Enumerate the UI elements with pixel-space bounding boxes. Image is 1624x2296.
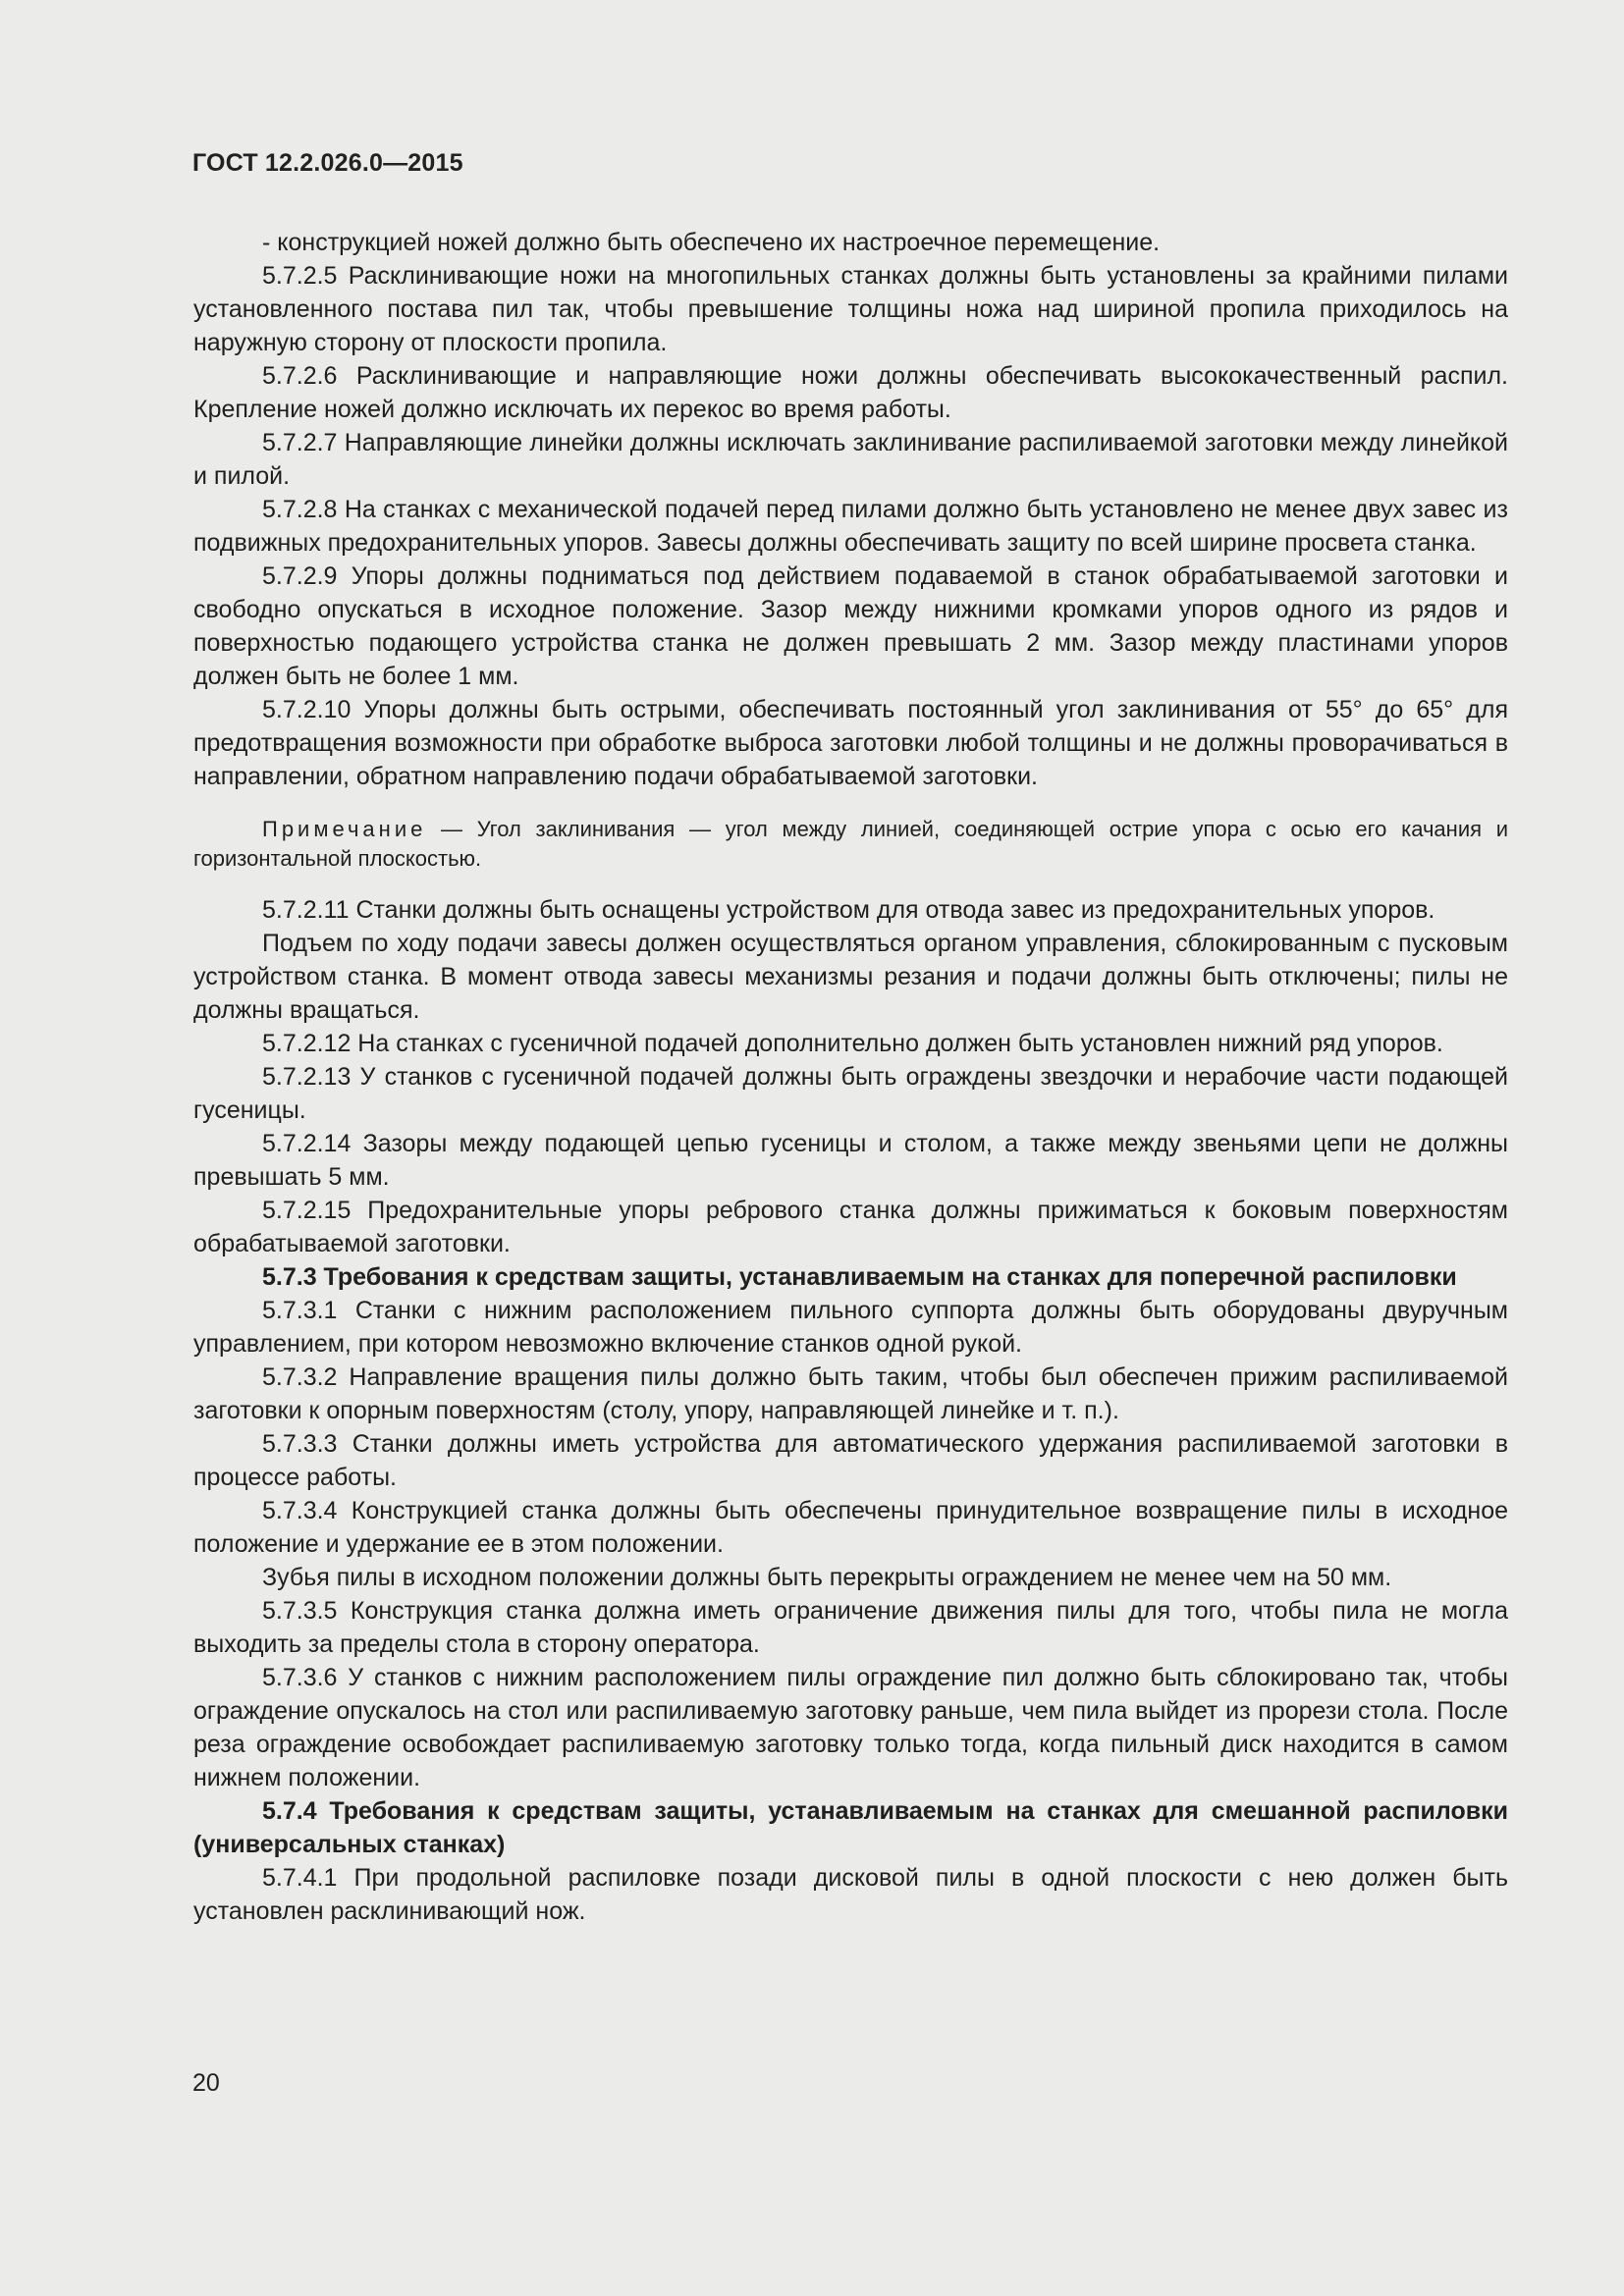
paragraph: 5.7.3.4 Конструкцией станка должны быть обеспечены принудительное возвращение пилы в исходное положение и удержание ее в этом положении. [193,1497,1508,1558]
paragraph: 5.7.3.3 Станки должны иметь устройства для автоматического удержания распиливаемой заготовки в процессе работы. [193,1430,1508,1491]
paragraph: Подъем по ходу подачи завесы должен осуществляться органом управления, сблокированным с пусковым устройством станка. В момент отвода завесы механизмы резания и подачи должны быть отключены; пилы не должны вращаться. [193,930,1508,1024]
paragraph: 5.7.4.1 При продольной распиловке позади дисковой пилы в одной плоскости с нею должен быть установлен расклинивающий нож. [193,1864,1508,1925]
section-heading: 5.7.4 Требования к средствам защиты, устанавливаемым на станках для смешанной распиловки (универсальных станках) [193,1797,1508,1858]
note-label: Примечание [262,817,427,841]
paragraph: 5.7.2.9 Упоры должны подниматься под действием подаваемой в станок обрабатываемой заготовки и свободно опускаться в исходное положение. Зазор между нижними кромками упоров одного из рядов и поверхностью подающего устройства станка не должен превышать 2 мм. Зазор между пластинами упоров должен быть не более 1 мм. [193,562,1508,690]
paragraph: 5.7.3.1 Станки с нижним расположением пильного суппорта должны быть оборудованы двуручным управлением, при котором невозможно включение станков одной рукой. [193,1297,1508,1358]
paragraph: 5.7.2.15 Предохранительные упоры ребрового станка должны прижиматься к боковым поверхностям обрабатываемой заготовки. [193,1197,1508,1257]
paragraph: 5.7.3.2 Направление вращения пилы должно быть таким, чтобы был обеспечен прижим распиливаемой заготовки к опорным поверхностям (столу, упору, направляющей линейке и т. п.). [193,1363,1508,1424]
paragraph: 5.7.3.5 Конструкция станка должна иметь ограничение движения пилы для того, чтобы пила не могла выходить за пределы стола в сторону оператора. [193,1597,1508,1658]
paragraph: Зубья пилы в исходном положении должны быть перекрыты ограждением не менее чем на 50 мм. [262,1564,1392,1591]
paragraph: 5.7.2.12 На станках с гусеничной подачей дополнительно должен быть установлен нижний ряд упоров. [262,1030,1443,1057]
paragraph: 5.7.2.11 Станки должны быть оснащены устройством для отвода завес из предохранительных упоров. [262,896,1435,924]
page-number: 20 [192,2069,220,2097]
paragraph: 5.7.2.14 Зазоры между подающей цепью гусеницы и столом, а также между звеньями цепи не должны превышать 5 мм. [193,1130,1508,1191]
note [193,815,1508,874]
paragraph: 5.7.2.10 Упоры должны быть острыми, обеспечивать постоянный угол заклинивания от 55° до 65° для предотвращения возможности при обработке выброса заготовки любой толщины и не должны проворачиваться в направлении, обратном направлению подачи обрабатываемой заготовки. [193,696,1508,790]
paragraph: 5.7.2.6 Расклинивающие и направляющие ножи должны обеспечивать высококачественный распил. Крепление ножей должно исключать их перекос во время работы. [193,362,1508,423]
document-body [193,226,1508,1928]
paragraph: 5.7.2.5 Расклинивающие ножи на многопильных станках должны быть установлены за крайними пилами установленного постава пил так, чтобы превышение толщины ножа над шириной пропила приходилось на наружную сторону от плоскости пропила. [193,262,1508,356]
paragraph: - конструкцией ножей должно быть обеспечено их настроечное перемещение. [262,229,1161,256]
section-heading: 5.7.3 Требования к средствам защиты, устанавливаемым на станках для поперечной распиловки [262,1263,1457,1291]
paragraph: 5.7.2.13 У станков с гусеничной подачей должны быть ограждены звездочки и нерабочие части подающей гусеницы. [193,1063,1508,1124]
paragraph: 5.7.2.7 Направляющие линейки должны исключать заклинивание распиливаемой заготовки между линейкой и пилой. [193,429,1508,490]
paragraph: 5.7.2.8 На станках с механической подачей перед пилами должно быть установлено не менее двух завес из подвижных предохранительных упоров. Завесы должны обеспечивать защиту по всей ширине просвета станка. [193,496,1508,557]
note-text: — Угол заклинивания — угол между линией, соединяющей острие упора с осью его качания и горизонтальной плоскостью. [193,817,1508,871]
paragraph: 5.7.3.6 У станков с нижним расположением пилы ограждение пил должно быть сблокировано так, чтобы ограждение опускалось на стол или распиливаемую заготовку раньше, чем пила выйдет из прорези стола. После реза ограждение освобождает распиливаемую заготовку только тогда, когда пильный диск находится в самом нижнем положении. [193,1664,1508,1791]
document-header: ГОСТ 12.2.026.0—2015 [192,149,463,177]
